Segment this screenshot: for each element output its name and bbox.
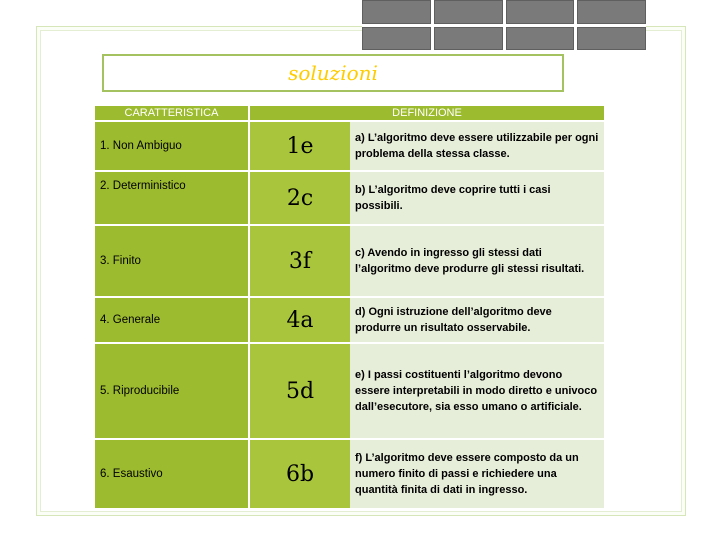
answer-cell: 2c — [250, 171, 350, 225]
definition-cell: d) Ogni istruzione dell’algoritmo deve produrre un risultato osservabile. — [350, 297, 604, 343]
definition-cell: a) L’algoritmo deve essere utilizzabile per ogni problema della stessa classe. — [350, 121, 604, 171]
answer-cell: 3f — [250, 225, 350, 297]
definition-cell: f) L’algoritmo deve essere composto da un numero finito di passi e richiedere una quantità finita di dati in ingresso. — [350, 439, 604, 509]
title-box — [102, 54, 564, 92]
decorative-tile-grid — [362, 0, 646, 50]
decorative-tile — [506, 0, 575, 24]
header-characteristic: CARATTERISTICA — [95, 106, 248, 121]
characteristic-cell: 1. Non Ambiguo — [95, 121, 248, 171]
definition-cell: b) L’algoritmo deve coprire tutti i casi possibili. — [350, 171, 604, 225]
decorative-tile — [434, 27, 503, 51]
table-row — [95, 171, 604, 225]
table-row — [95, 225, 604, 297]
answer-cell: 1e — [250, 121, 350, 171]
slide-title: soluzioni — [288, 61, 378, 85]
table-row — [95, 343, 604, 439]
characteristic-cell: 6. Esaustivo — [95, 439, 248, 509]
characteristic-cell: 2. Deterministico — [95, 171, 248, 225]
decorative-tile — [434, 0, 503, 24]
table-row — [95, 297, 604, 343]
answer-cell: 4a — [250, 297, 350, 343]
header-definition: DEFINIZIONE — [250, 106, 604, 121]
characteristic-cell: 4. Generale — [95, 297, 248, 343]
table-row — [95, 121, 604, 171]
characteristic-cell: 5. Riproducibile — [95, 343, 248, 439]
decorative-tile — [362, 27, 431, 51]
definition-cell: e) I passi costituenti l’algoritmo devono essere interpretabili in modo diretto e univoco dall’esecutore, sia esso umano o artificiale. — [350, 343, 604, 439]
decorative-tile — [577, 27, 646, 51]
decorative-tile — [362, 0, 431, 24]
answer-cell: 6b — [250, 439, 350, 509]
table-header-row — [95, 106, 604, 121]
decorative-tile — [577, 0, 646, 24]
definition-cell: c) Avendo in ingresso gli stessi dati l’algoritmo deve produrre gli stessi risultati. — [350, 225, 604, 297]
characteristic-cell: 3. Finito — [95, 225, 248, 297]
answer-cell: 5d — [250, 343, 350, 439]
decorative-tile — [506, 27, 575, 51]
table-row — [95, 439, 604, 509]
solutions-table — [95, 106, 604, 510]
